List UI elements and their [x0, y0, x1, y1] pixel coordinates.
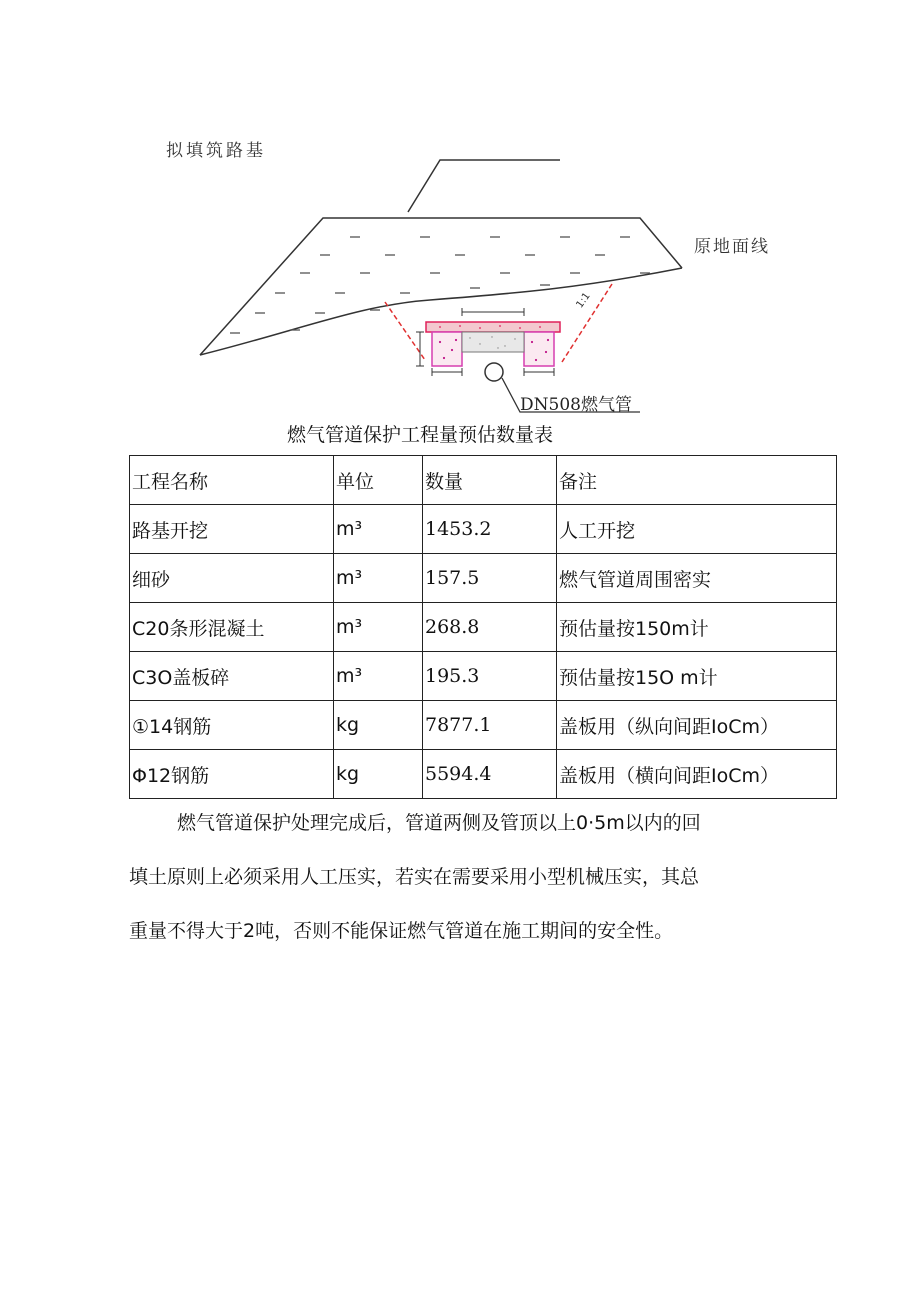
remark-cell: 燃气管道周围密实 [557, 554, 837, 603]
item-name-cell: C20条形混凝土 [130, 603, 334, 652]
quantity-cell: 5594.4 [423, 750, 557, 799]
header-cell: 数量 [423, 456, 557, 505]
remark-cell: 预估量按150m计 [557, 603, 837, 652]
quantity-table [129, 455, 837, 799]
unit-cell: m³ [334, 652, 423, 701]
quantity-cell: 195.3 [423, 652, 557, 701]
header-cell: 单位 [334, 456, 423, 505]
table-header-row [130, 456, 837, 505]
table-row [130, 701, 837, 750]
fill-embankment-label: 拟填筑路基 [166, 141, 266, 161]
item-name-cell: 路基开挖 [130, 505, 334, 554]
header-cell: 工程名称 [130, 456, 334, 505]
gas-pipe-label: DN508燃气管 [520, 395, 632, 415]
remark-cell: 预估量按15O m计 [557, 652, 837, 701]
table-row [130, 603, 837, 652]
slope-ratio-label: 1:1 [574, 290, 593, 311]
gas-pipe [485, 363, 503, 381]
unit-cell: m³ [334, 505, 423, 554]
table-row [130, 750, 837, 799]
table-caption: 燃气管道保护工程量预估数量表 [286, 424, 553, 446]
item-name-cell: 细砂 [130, 554, 334, 603]
item-name-cell: C3O盖板碎 [130, 652, 334, 701]
original-ground-label: 原地面线 [694, 237, 770, 257]
quantity-cell: 157.5 [423, 554, 557, 603]
left-concrete-strip [432, 332, 462, 366]
quantity-cell: 1453.2 [423, 505, 557, 554]
body-paragraph-line: 燃气管道保护处理完成后，管道两侧及管顶以上0·5m以内的回 [177, 812, 701, 834]
body-paragraph-line: 重量不得大于2吨，否则不能保证燃气管道在施工期间的安全性。 [129, 920, 674, 942]
right-concrete-strip [524, 332, 554, 366]
remark-cell: 盖板用（纵向间距IoCm） [557, 701, 837, 750]
sand-bedding [462, 332, 524, 352]
unit-cell: m³ [334, 554, 423, 603]
remark-cell: 盖板用（横向间距IoCm） [557, 750, 837, 799]
cross-section-diagram [0, 0, 920, 420]
header-cell: 备注 [557, 456, 837, 505]
fill-leader-line [408, 160, 560, 212]
table-row [130, 652, 837, 701]
quantity-cell: 268.8 [423, 603, 557, 652]
unit-cell: m³ [334, 603, 423, 652]
body-paragraph-line: 填土原则上必须采用人工压实，若实在需要采用小型机械压实，其总 [129, 866, 700, 888]
item-name-cell: ①14钢筋 [130, 701, 334, 750]
remark-cell: 人工开挖 [557, 505, 837, 554]
unit-cell: kg [334, 750, 423, 799]
unit-cell: kg [334, 701, 423, 750]
item-name-cell: Φ12钢筋 [130, 750, 334, 799]
table-row [130, 505, 837, 554]
quantity-cell: 7877.1 [423, 701, 557, 750]
table-row [130, 554, 837, 603]
